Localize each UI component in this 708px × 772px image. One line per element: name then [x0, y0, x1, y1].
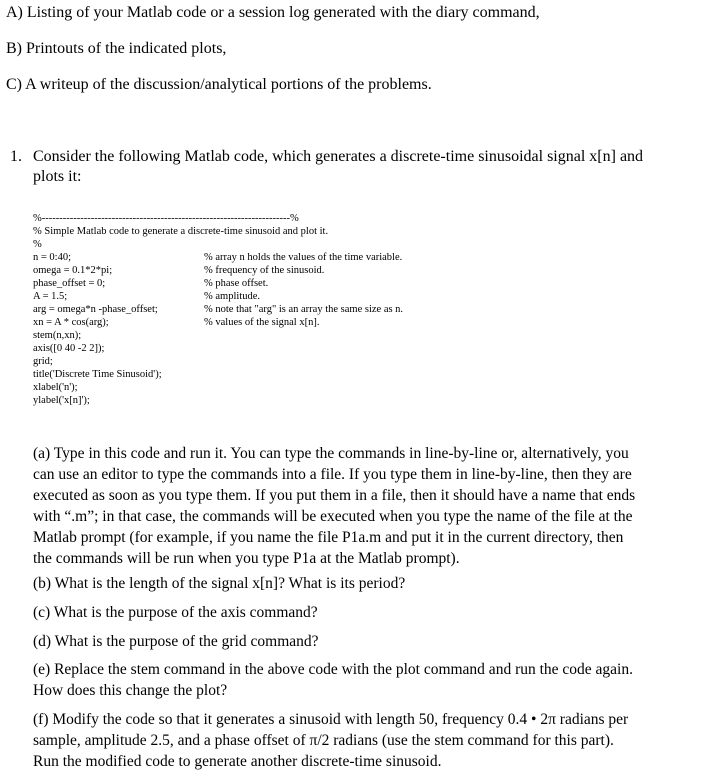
problem-intro-line-2: plots it:	[33, 168, 82, 185]
code-line: A = 1.5;	[33, 291, 68, 302]
code-comment: % note that "arg" is an array the same size as n.	[204, 304, 404, 315]
part-d: (d) What is the purpose of the grid command?	[33, 633, 319, 650]
code-line: %	[33, 239, 42, 250]
code-line: %-----------------------------------------------------------------------%	[33, 213, 299, 224]
deliverable-a: A) Listing of your Matlab code or a session log generated with the diary command,	[6, 4, 540, 21]
code-line: grid;	[33, 356, 53, 367]
part-e-line: How does this change the plot?	[33, 682, 228, 699]
code-line: % Simple Matlab code to generate a discrete-time sinusoid and plot it.	[33, 226, 329, 237]
part-e-line: (e) Replace the stem command in the above code with the plot command and run the code again.	[33, 661, 633, 678]
part-a-line: executed as soon as you type them. If you put them in a file, then it should have a name that ends	[33, 487, 636, 504]
problem-intro-line-1: Consider the following Matlab code, which generates a discrete-time sinusoidal signal x[n] and	[33, 148, 644, 165]
part-a-line: can use an editor to type the commands into a file. If you type them in line-by-line, then they are	[33, 466, 632, 483]
part-a-line: with “.m”; in that case, the commands will be executed when you type the name of the file at the	[33, 508, 633, 525]
code-line: axis([0 40 -2 2]);	[33, 343, 105, 354]
part-b: (b) What is the length of the signal x[n]? What is its period?	[33, 575, 406, 592]
deliverable-b: B) Printouts of the indicated plots,	[6, 40, 227, 57]
part-c: (c) What is the purpose of the axis command?	[33, 604, 318, 621]
code-line: xlabel('n');	[33, 382, 78, 393]
code-line: ylabel('x[n]');	[33, 395, 90, 406]
code-line: title('Discrete Time Sinusoid');	[33, 369, 162, 380]
code-comment: % values of the signal x[n].	[204, 317, 320, 328]
problem-number: 1.	[10, 148, 22, 165]
code-line: arg = omega*n -phase_offset;	[33, 304, 158, 315]
code-line: n = 0:40;	[33, 252, 72, 263]
code-comment: % phase offset.	[204, 278, 269, 289]
code-comment: % amplitude.	[204, 291, 260, 302]
part-f-line: sample, amplitude 2.5, and a phase offset of π/2 radians (use the stem command for this part).	[33, 732, 614, 749]
part-a-line: (a) Type in this code and run it. You can type the commands in line-by-line or, alternatively, you	[33, 445, 629, 462]
part-f-line: Run the modified code to generate another discrete-time sinusoid.	[33, 753, 442, 770]
code-line: stem(n,xn);	[33, 330, 82, 341]
part-f-line: (f) Modify the code so that it generates a sinusoid with length 50, frequency 0.4 • 2π radians per	[33, 711, 629, 728]
code-comment: % array n holds the values of the time variable.	[204, 252, 403, 263]
code-line: xn = A * cos(arg);	[33, 317, 109, 328]
code-comment: % frequency of the sinusoid.	[204, 265, 325, 276]
part-a-line: Matlab prompt (for example, if you name the file P1a.m and put it in the current directory, then	[33, 529, 624, 546]
deliverable-c: C) A writeup of the discussion/analytical portions of the problems.	[6, 76, 432, 93]
matlab-code-comments	[204, 251, 504, 331]
code-line: omega = 0.1*2*pi;	[33, 265, 113, 276]
code-line: phase_offset = 0;	[33, 278, 106, 289]
part-a-line: the commands will be run when you type P1a at the Matlab prompt).	[33, 550, 460, 567]
